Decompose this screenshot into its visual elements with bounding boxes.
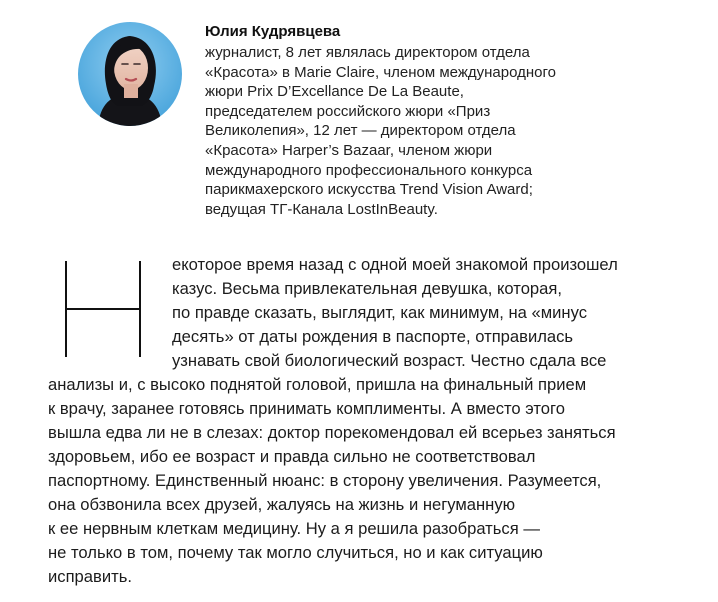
author-bio-line: международного профессионального конкурса [205,161,533,179]
article-line: екоторое время назад с одной моей знакомой произошел [172,255,618,274]
drop-cap-letter [64,261,142,357]
article-line: анализы и, с высоко поднятой головой, пришла на финальный прием [48,375,587,394]
author-bio-line: Великолепия», 12 лет — директором отдела [205,122,516,140]
article-line: вышла едва ли не в слезах: доктор порекомендовал ей всерьез заняться [48,423,616,442]
author-bio-line: жюри Prix D’Excellance De La Beaute, [205,83,464,101]
article-line: десять» от даты рождения в паспорте, отправилась [172,327,574,346]
author-bio-line: председателем российского жюри «Приз [205,102,491,120]
article-line: не только в том, почему так могло случиться, но и как ситуацию [48,543,543,562]
author-bio-line: журналист, 8 лет являлась директором отдела [205,44,530,61]
author-bio-line: ведущая ТГ-Канала LostInBeauty. [205,200,438,218]
article-line: здоровьем, ибо ее возраст и правда сильно не соответствовал [48,447,536,466]
article-line: она обзвонила всех друзей, жалуясь на жизнь и негуманную [48,495,516,514]
article-line: к врачу, заранее готовясь принимать комплименты. А вместо этого [48,399,565,418]
author-bio [205,43,675,219]
article-line: казус. Весьма привлекательная девушка, которая, [172,279,562,298]
author-bio-line: парикмахерского искусства Trend Vision Award; [205,181,533,199]
author-name: Юлия Кудрявцева [205,23,341,40]
article-line: по правде сказать, выглядит, как минимум, на «минус [172,303,587,322]
article-line: узнавать свой биологический возраст. Честно сдала все [172,351,607,370]
article-line: к ее нервным клеткам медицину. Ну а я решила разобраться — [48,519,540,538]
author-info [205,22,675,219]
author-avatar [78,22,182,126]
author-bio-line: «Красота» в Marie Claire, членом международного [205,63,556,81]
article-line: паспортному. Единственный нюанс: в сторону увеличения. Разумеется, [48,471,602,490]
author-bio-line: «Красота» Harper’s Bazaar, членом жюри [205,141,493,159]
article-line: исправить. [48,567,132,586]
